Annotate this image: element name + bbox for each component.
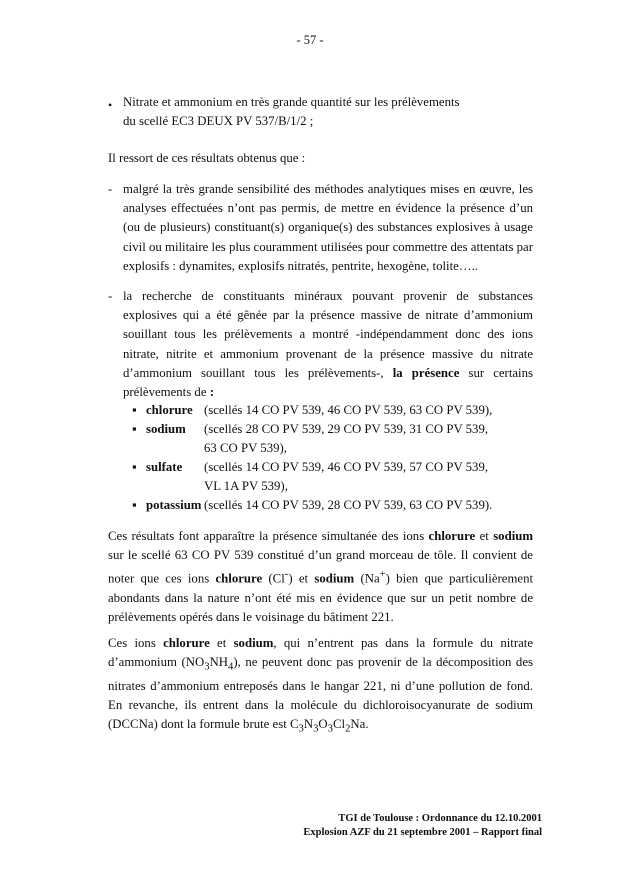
para2-bold-chlorure: chlorure: [163, 636, 210, 650]
para2-text: Cl: [332, 717, 346, 732]
footer-line-2: Explosion AZF du 21 septembre 2001 – Rapport final: [303, 826, 542, 838]
ion-detail: (scellés 14 CO PV 539, 46 CO PV 539, 63 CO PV 539),: [204, 403, 493, 417]
ion-detail: (scellés 14 CO PV 539, 28 CO PV 539, 63 CO PV 539).: [204, 498, 493, 512]
para2-subscript: 4: [228, 661, 234, 673]
footer: [303, 812, 542, 839]
para2-subscript: 3: [204, 661, 210, 673]
para1-bold-sodium: sodium: [493, 529, 534, 543]
ion-detail: (scellés 28 CO PV 539, 29 CO PV 539, 31 CO PV 539,: [204, 422, 489, 436]
ion-term: potassium: [146, 498, 202, 512]
para2-text: et: [217, 636, 227, 650]
para1-superscript: +: [379, 569, 386, 581]
para2-text: ), ne peuvent donc pas provenir de la décomposition des nitrates d’ammonium entreposés dans le hangar 221, ni d’une pollution de fond. En revanche, ils entrent dans la molécule du dichloroisocyanurate de sodium (DCCNa) dont la formule brute est C: [108, 655, 533, 732]
intro-bullet-line-1: Nitrate et ammonium en très grande quantité sur les prélèvements: [123, 95, 460, 109]
para1-bold-sodium: sodium: [314, 571, 355, 586]
para2-subscript: 3: [327, 723, 333, 735]
footer-line-1: TGI de Toulouse : Ordonnance du 12.10.2001: [338, 813, 542, 824]
para1-text: Ces résultats font apparaître la présence simultanée des ions: [108, 529, 425, 543]
para1-bold-chlorure: chlorure: [215, 571, 263, 586]
dash-item-1: malgré la très grande sensibilité des méthodes analytiques mises en œuvre, les analyses effectuées n’ont pas permis, de mettre en évidence la présence d’un (ou de plusieurs) constituant(s) organique(s) des substances explosives à usage civil ou militaire les plus couramment utilisées pour commettre des attentats par explosifs : dynamites, explosifs nitratés, pentrite, hexogène, tolite…..: [123, 182, 533, 273]
dash-item-2: [123, 287, 533, 402]
dash-item-2-bold: la présence: [392, 365, 460, 380]
para2-text: Na.: [350, 717, 369, 732]
intro-bullet-text: [123, 93, 523, 131]
ion-detail-continued: 63 CO PV 539),: [204, 441, 287, 455]
ion-detail-continued: VL 1A PV 539),: [204, 479, 288, 493]
lead-in-sentence: Il ressort de ces résultats obtenus que :: [108, 151, 306, 165]
para1-text: sur le scellé 63 CO PV 539 constitué d’un grand morceau de tôle. Il convient de noter que ces ions: [108, 548, 533, 586]
para1-superscript: -: [284, 569, 289, 581]
para2-text: N: [303, 717, 314, 732]
para1-text: (Cl: [268, 571, 285, 586]
square-bullet-icon: ▪: [132, 422, 137, 436]
para2-text: , qui n’entrent pas dans la formule du nitrate d’ammonium (NO: [108, 636, 534, 670]
dash-item-2-tail: sur certains prélèvements de: [123, 365, 533, 400]
para1-text: ) bien que particulièrement abondants dans la nature n’ont été mis en évidence que sur un petit nombre de prélèvements opérés dans le voisinage du bâtiment 221.: [108, 571, 534, 625]
para2-subscript: 2: [345, 723, 351, 735]
para2-text: O: [318, 717, 328, 732]
dash-marker: -: [108, 289, 113, 303]
paragraph-2: [108, 634, 533, 739]
square-bullet-icon: ▪: [132, 498, 137, 512]
para2-subscript: 3: [298, 723, 304, 735]
para1-text: et: [479, 529, 489, 543]
para2-bold-sodium: sodium: [233, 636, 274, 650]
para1-text: (Na: [360, 571, 380, 586]
intro-bullet-line-2: du scellé EC3 DEUX PV 537/B/1/2 ;: [123, 114, 314, 129]
para2-subscript: 3: [313, 723, 319, 735]
square-bullet-icon: ▪: [132, 403, 137, 417]
ion-term: sulfate: [146, 460, 183, 474]
ion-term: sodium: [146, 422, 186, 436]
para2-text: Ces ions: [108, 636, 156, 650]
ion-term: chlorure: [146, 403, 193, 417]
paragraph-1: [108, 527, 533, 627]
para1-bold-chlorure: chlorure: [428, 529, 476, 543]
dash-item-2-text: la recherche de constituants minéraux pouvant provenir de substances explosives qui a été gênée par la présence massive de nitrate d’ammonium souillant tous les prélèvements a montré -indépendamment donc des ions nitrate, nitrite et ammonium provenant de la présence massive du nitrate d’ammonium souillant tous les prélèvements-,: [123, 289, 533, 380]
bullet-marker: •: [108, 98, 113, 112]
page-number: - 57 -: [296, 33, 324, 47]
square-bullet-icon: ▪: [132, 460, 137, 474]
dash-marker: -: [108, 182, 113, 196]
ion-detail: (scellés 14 CO PV 539, 46 CO PV 539, 57 CO PV 539,: [204, 460, 489, 474]
para1-text: ) et: [288, 571, 309, 586]
para2-text: NH: [209, 655, 229, 670]
dash-item-2-colon: :: [209, 385, 214, 400]
